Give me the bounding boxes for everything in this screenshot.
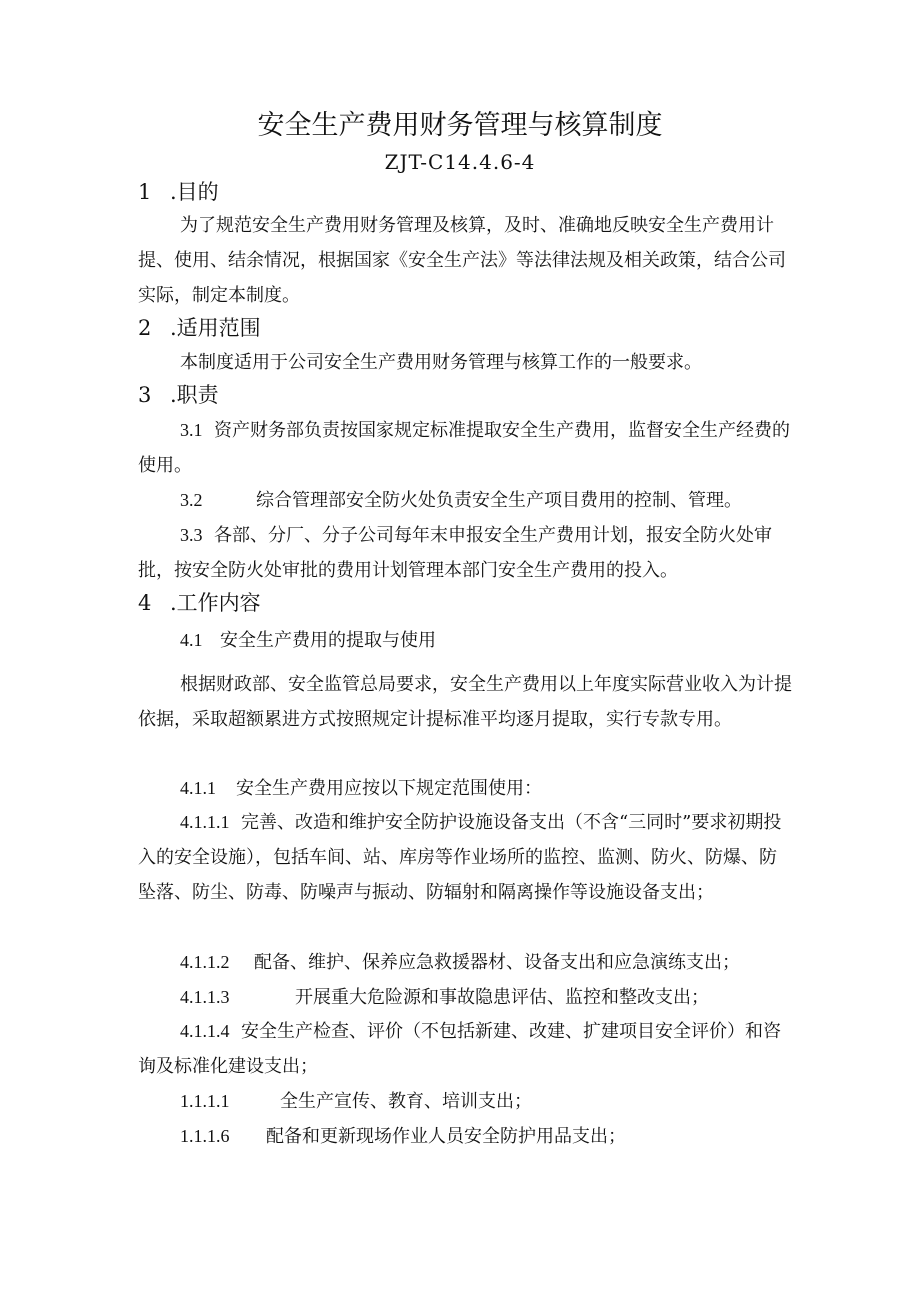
- clause-3-2: [180, 483, 742, 518]
- clause-text: 配备和更新现场作业人员安全防护用品支出；: [266, 1126, 626, 1147]
- section-heading-purpose: [138, 176, 219, 208]
- section-number: 1: [138, 180, 152, 204]
- clause-number: 4.1.1.3: [180, 987, 230, 1007]
- clause-text: 配备、维护、保养应急救援器材、设备支出和应急演练支出；: [254, 952, 740, 973]
- clause-number: 3.3: [180, 525, 203, 545]
- paragraph-text: 根据财政部、安全监管总局要求，安全生产费用以上年度实际营业收入为计提依据，采取超额累进方式按照规定计提标准平均逐月提取，实行专款专用。: [138, 674, 792, 730]
- clause-4-1-1-3: [180, 980, 709, 1015]
- clause-text: 安全生产费用应按以下规定范围使用：: [236, 778, 542, 799]
- section-number: 2: [138, 316, 152, 340]
- clause-4-1-1-2: [180, 945, 740, 980]
- clause-4-1: [180, 623, 436, 658]
- clause-number: 3.1: [180, 420, 203, 440]
- clause-number: 1.1.1.1: [180, 1091, 230, 1111]
- clause-text: 完善、改造和维护安全防护设施设备支出（不含“三同时”要求初期投入的安全设施），包括车间、站、库房等作业场所的监控、监测、防火、防爆、防坠落、防尘、防毒、防噪声与振动、防辐射和隔离操作等设施设备支出；: [138, 812, 782, 903]
- clause-number: 4.1: [180, 630, 203, 650]
- clause-4-1-1: [180, 771, 542, 806]
- purpose-paragraph: [138, 208, 793, 313]
- clause-text: 各部、分厂、分子公司每年末申报安全生产费用计划，报安全防火处审批，按安全防火处审批的费用计划管理本部门安全生产费用的投入。: [138, 525, 772, 581]
- clause-number: 4.1.1: [180, 778, 216, 798]
- section-heading-work-content: [138, 587, 261, 619]
- clause-4-1-1-4: [138, 1014, 793, 1084]
- clause-1-1-1-6: [180, 1119, 626, 1154]
- section-title: .适用范围: [170, 316, 261, 340]
- clause-text: 资产财务部负责按国家规定标准提取安全生产费用，监督安全生产经费的使用。: [138, 420, 790, 476]
- section-title: .目的: [170, 180, 219, 204]
- clause-text: 综合管理部安全防火处负责安全生产项目费用的控制、管理。: [256, 490, 742, 511]
- clause-4-1-1-1: [138, 805, 793, 910]
- document-code: ZJT-C14.4.6-4: [384, 150, 536, 174]
- section-title: .工作内容: [170, 591, 261, 615]
- document-title: 安全生产费用财务管理与核算制度: [257, 110, 663, 141]
- clause-text: 开展重大危险源和事故隐患评估、监控和整改支出；: [295, 987, 709, 1008]
- clause-number: 1.1.1.6: [180, 1126, 230, 1146]
- clause-number: 4.1.1.1: [180, 812, 230, 832]
- clause-3-3: [138, 518, 793, 588]
- paragraph-text: 为了规范安全生产费用财务管理及核算，及时、准确地反映安全生产费用计提、使用、结余情况，根据国家《安全生产法》等法律法规及相关政策，结合公司实际，制定本制度。: [138, 215, 786, 306]
- clause-text: 安全生产检查、评价（不包括新建、改建、扩建项目安全评价）和咨询及标准化建设支出；: [138, 1021, 781, 1077]
- section-number: 4: [138, 591, 152, 615]
- clause-3-1: [138, 413, 793, 483]
- clause-number: 4.1.1.4: [180, 1021, 230, 1041]
- paragraph-text: 本制度适用于公司安全生产费用财务管理与核算工作的一般要求。: [180, 352, 702, 373]
- clause-number: 4.1.1.2: [180, 952, 230, 972]
- clause-number: 3.2: [180, 490, 203, 510]
- section-heading-scope: [138, 312, 261, 344]
- clause-text: 安全生产费用的提取与使用: [220, 630, 436, 651]
- work-content-paragraph: [138, 667, 793, 737]
- scope-paragraph: [138, 345, 793, 380]
- clause-1-1-1-1: [180, 1084, 532, 1119]
- clause-text: 全生产宣传、教育、培训支出；: [280, 1091, 532, 1112]
- section-heading-responsibilities: [138, 379, 219, 411]
- section-number: 3: [138, 383, 152, 407]
- section-title: .职责: [170, 383, 219, 407]
